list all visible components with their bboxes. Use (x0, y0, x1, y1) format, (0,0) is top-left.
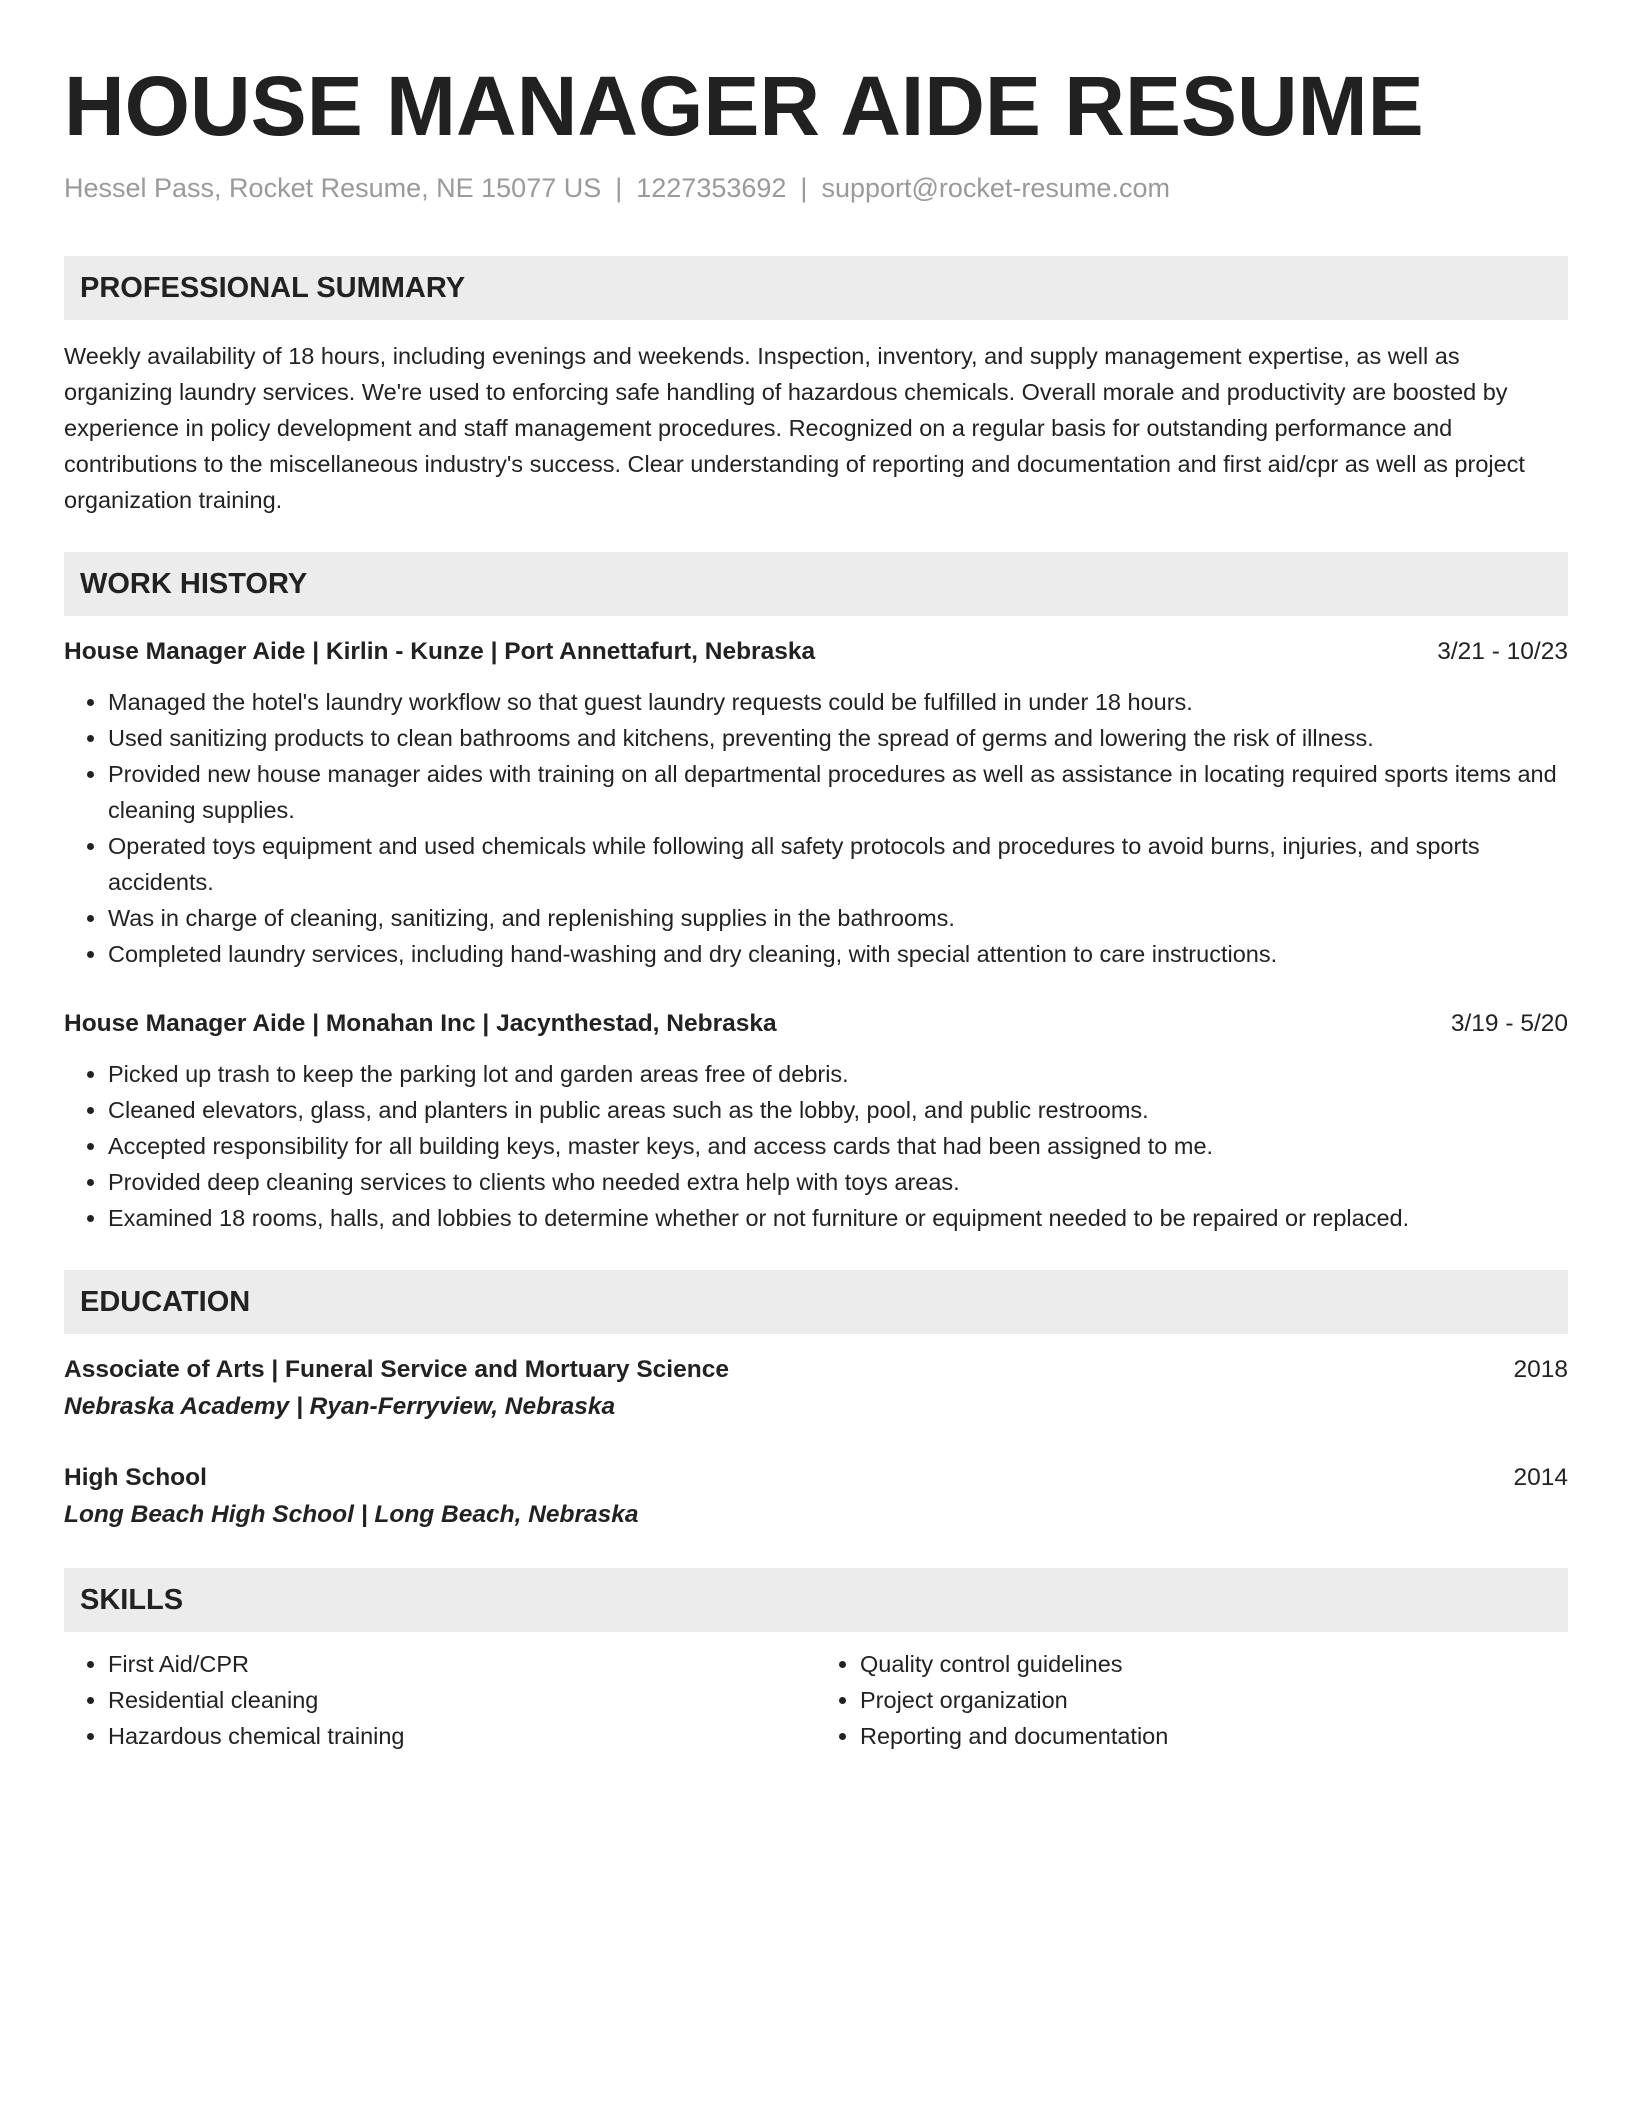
skill-item: • First Aid/CPR (108, 1646, 816, 1682)
skill-item: • Reporting and documentation (860, 1718, 1568, 1754)
summary-text: Weekly availability of 18 hours, including evenings and weekends. Inspection, inventory, and supply management expertise, as well as organizing laundry services. We're used to enforcing safe handling of hazardous chemicals. Overall morale and productivity are boosted by experience in policy development and staff management procedures. Recognized on a regular basis for outstanding performance and contributions to the miscellaneous industry's success. Clear understanding of reporting and documentation and first aid/cpr as well as project organization training. (64, 343, 1525, 513)
job-header (64, 1006, 1568, 1042)
education-header (64, 1460, 1568, 1496)
job-bullet: • Completed laundry services, including hand-washing and dry cleaning, with special attention to care instructions. (108, 936, 1568, 972)
skill-item: • Project organization (860, 1682, 1568, 1718)
job-bullet: • Operated toys equipment and used chemicals while following all safety protocols and procedures to avoid burns, injuries, and sports accidents. (108, 828, 1568, 900)
education-year: 2014 (1513, 1464, 1568, 1491)
job-entry (64, 634, 1568, 972)
job-title: House Manager Aide | Monahan Inc | Jacynthestad, Nebraska (64, 1010, 777, 1037)
skills-column-right (816, 1646, 1568, 1754)
education-school: Nebraska Academy | Ryan-Ferryview, Nebraska (64, 1393, 616, 1420)
education-entry (64, 1460, 1568, 1534)
education-header (64, 1352, 1568, 1388)
contact-separator: | (615, 173, 623, 203)
section-header-skills: SKILLS (64, 1568, 1568, 1632)
job-bullet: • Picked up trash to keep the parking lot and garden areas free of debris. (108, 1056, 1568, 1092)
contact-email: support@rocket-resume.com (821, 173, 1170, 203)
job-bullet: • Provided new house manager aides with training on all departmental procedures as well as assistance in locating required sports items and cleaning supplies. (108, 756, 1568, 828)
job-entry (64, 1006, 1568, 1236)
education-school: Long Beach High School | Long Beach, Nebraska (64, 1501, 639, 1528)
contact-separator: | (800, 173, 808, 203)
job-bullet: • Managed the hotel's laundry workflow so that guest laundry requests could be fulfilled in under 18 hours. (108, 684, 1568, 720)
job-dates: 3/19 - 5/20 (1450, 1010, 1568, 1037)
contact-line (64, 170, 1568, 206)
resume-title: HOUSE MANAGER AIDE RESUME (64, 59, 1424, 153)
skill-item: • Residential cleaning (108, 1682, 816, 1718)
job-bullet: • Used sanitizing products to clean bathrooms and kitchens, preventing the spread of germs and lowering the risk of illness. (108, 720, 1568, 756)
education-degree: High School (64, 1464, 207, 1491)
contact-address: Hessel Pass, Rocket Resume, NE 15077 US (64, 173, 602, 203)
skills-column-left (64, 1646, 816, 1754)
job-bullets (64, 684, 1568, 972)
job-bullet: • Was in charge of cleaning, sanitizing, and replenishing supplies in the bathrooms. (108, 900, 1568, 936)
job-bullet: • Cleaned elevators, glass, and planters in public areas such as the lobby, pool, and public restrooms. (108, 1092, 1568, 1128)
skills-list (64, 1646, 1568, 1754)
education-year: 2018 (1513, 1356, 1568, 1383)
job-bullets (64, 1056, 1568, 1236)
job-header (64, 634, 1568, 670)
section-header-education: EDUCATION (64, 1270, 1568, 1334)
contact-phone: 1227353692 (636, 173, 787, 203)
skill-item: • Quality control guidelines (860, 1646, 1568, 1682)
section-header-summary: PROFESSIONAL SUMMARY (64, 256, 1568, 320)
job-title: House Manager Aide | Kirlin - Kunze | Port Annettafurt, Nebraska (64, 638, 816, 665)
job-bullet: • Accepted responsibility for all building keys, master keys, and access cards that had been assigned to me. (108, 1128, 1568, 1164)
section-header-work-history: WORK HISTORY (64, 552, 1568, 616)
education-entry (64, 1352, 1568, 1426)
job-bullet: • Examined 18 rooms, halls, and lobbies to determine whether or not furniture or equipment needed to be repaired or replaced. (108, 1200, 1568, 1236)
job-dates: 3/21 - 10/23 (1437, 638, 1568, 665)
education-degree: Associate of Arts | Funeral Service and Mortuary Science (64, 1356, 729, 1383)
job-bullet: • Provided deep cleaning services to clients who needed extra help with toys areas. (108, 1164, 1568, 1200)
skill-item: • Hazardous chemical training (108, 1718, 816, 1754)
